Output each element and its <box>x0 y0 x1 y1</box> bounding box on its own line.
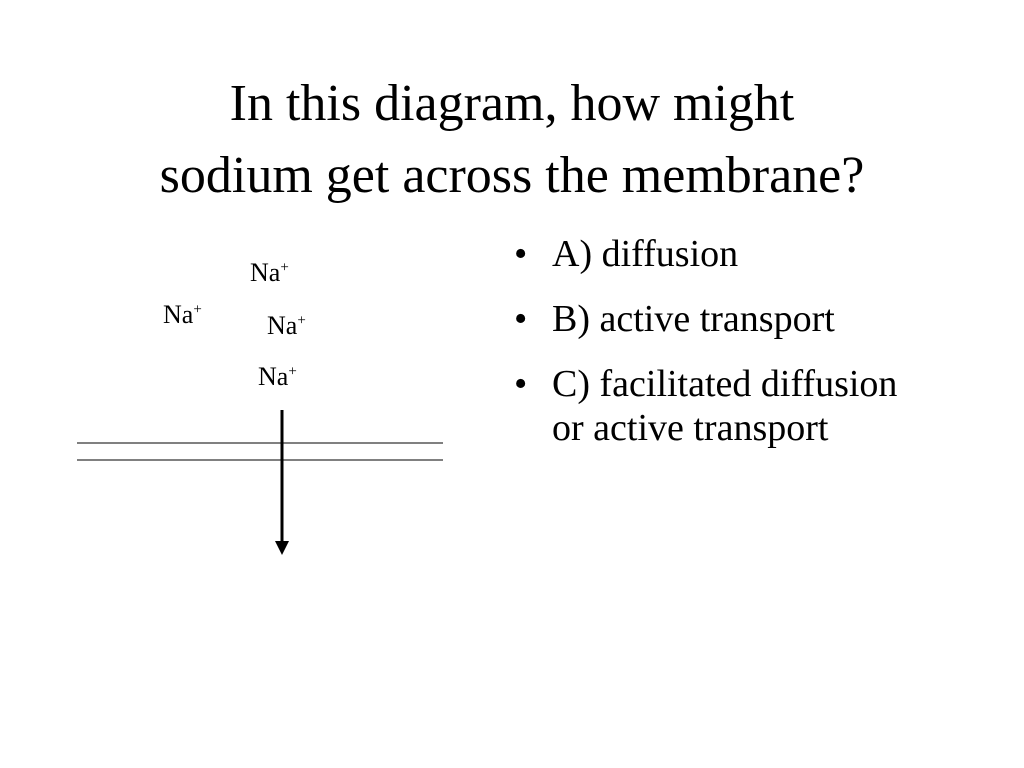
sodium-ion: Na+ <box>163 300 202 329</box>
sodium-ion: Na+ <box>258 362 297 391</box>
transport-arrow-head <box>275 541 289 555</box>
sodium-ion: Na+ <box>267 311 306 340</box>
choice-a: • A) diffusion <box>510 232 930 276</box>
title-line-1: In this diagram, how might <box>229 75 795 132</box>
choice-c: • C) facilitated diffusion or active transport <box>510 362 930 450</box>
title-line-2: sodium get across the membrane? <box>159 147 865 204</box>
answer-choices <box>510 232 930 471</box>
sodium-ion: Na+ <box>250 258 289 287</box>
choice-b: • B) active transport <box>510 297 930 341</box>
